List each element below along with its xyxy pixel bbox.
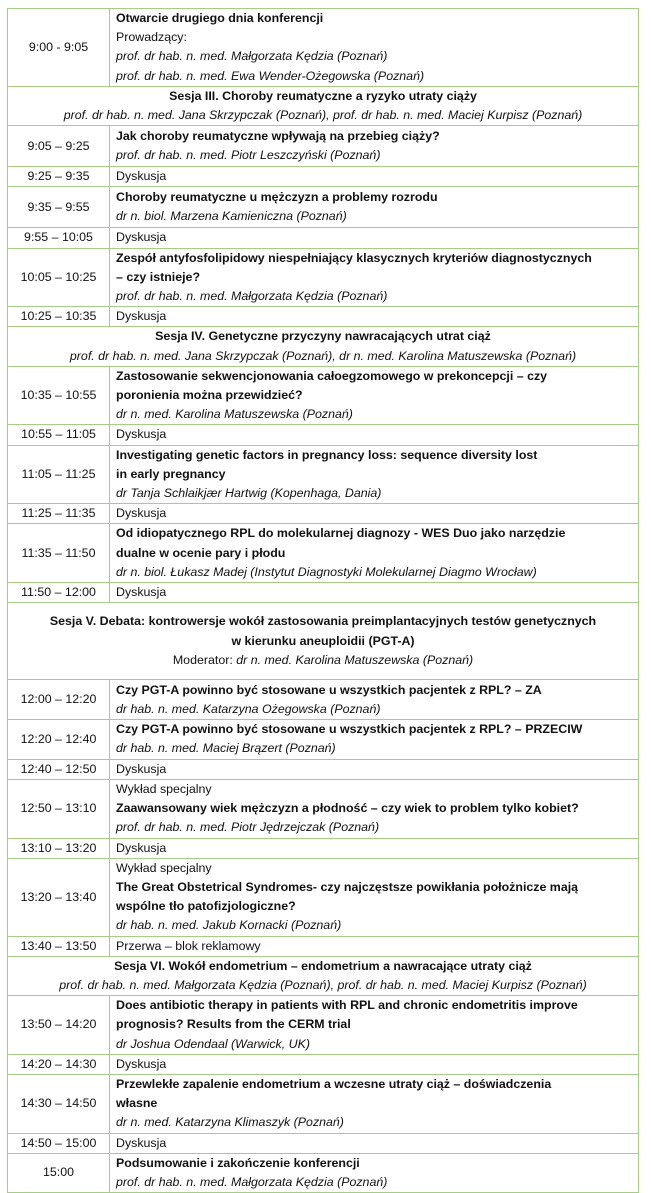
program-row bbox=[8, 445, 639, 504]
content-cell bbox=[110, 779, 639, 838]
content-cell bbox=[110, 1133, 639, 1153]
plain-text: Dyskusja bbox=[116, 427, 167, 442]
talk-title: Podsumowanie i zakończenie konferencji bbox=[116, 1155, 360, 1170]
speaker: dr Tanja Schlaikjær Hartwig (Kopenhaga, Dania) bbox=[116, 486, 382, 501]
program-row bbox=[8, 524, 639, 583]
talk-title: Czy PGT-A powinno być stosowane u wszystkich pacjentek z RPL? – PRZECIW bbox=[116, 722, 583, 737]
content-cell bbox=[110, 858, 639, 936]
plain-text: Przerwa – blok reklamowy bbox=[116, 938, 261, 953]
time-cell: 12:40 – 12:50 bbox=[8, 759, 110, 779]
time-cell: 13:40 – 13:50 bbox=[8, 936, 110, 956]
talk-title: Investigating genetic factors in pregnancy loss: sequence diversity lost bbox=[116, 447, 538, 462]
content-cell bbox=[110, 680, 639, 720]
talk-title: Choroby reumatyczne u mężczyzn a problemy rozrodu bbox=[116, 190, 438, 205]
time-cell: 11:25 – 11:35 bbox=[8, 504, 110, 524]
plain-text: Dyskusja bbox=[116, 309, 167, 324]
talk-title: The Great Obstetrical Syndromes- czy najczęstsze powikłania położnicze mają bbox=[116, 879, 579, 894]
talk-title: prognosis? Results from the CERM trial bbox=[116, 1017, 351, 1032]
time-cell: 9:00 - 9:05 bbox=[8, 9, 110, 87]
time-cell: 9:55 – 10:05 bbox=[8, 228, 110, 248]
speaker: prof. dr hab. n. med. Małgorzata Kędzia (Poznań) bbox=[116, 49, 388, 64]
time-cell: 14:30 – 14:50 bbox=[8, 1074, 110, 1133]
time-cell: 9:25 – 9:35 bbox=[8, 167, 110, 187]
session-title: Sesja IV. Genetyczne przyczyny nawracających utrat ciąż bbox=[155, 329, 491, 344]
session-chairs: prof. dr hab. n. med. Małgorzata Kędzia (Poznań), prof. dr hab. n. med. Maciej Kurpisz (Poznań) bbox=[59, 977, 587, 992]
program-row bbox=[8, 9, 639, 87]
content-cell bbox=[110, 504, 639, 524]
program-row bbox=[8, 248, 639, 307]
program-row bbox=[8, 425, 639, 445]
time-cell: 15:00 bbox=[8, 1153, 110, 1192]
plain-text: Dyskusja bbox=[116, 585, 167, 600]
program-row bbox=[8, 996, 639, 1055]
content-cell bbox=[110, 126, 639, 167]
program-row bbox=[8, 680, 639, 720]
plain-text: Wykład specjalny bbox=[116, 860, 212, 875]
program-body bbox=[8, 9, 639, 1193]
talk-title: dualne w ocenie pary i płodu bbox=[116, 545, 286, 560]
content-cell bbox=[110, 1074, 639, 1133]
content-cell bbox=[110, 228, 639, 248]
speaker: dr n. med. Katarzyna Klimaszyk (Poznań) bbox=[116, 1115, 344, 1130]
talk-title: Zaawansowany wiek mężczyzn a płodność – czy wiek to problem tylko kobiet? bbox=[116, 801, 579, 816]
talk-title: Od idiopatycznego RPL do molekularnej diagnozy - WES Duo jako narzędzie bbox=[116, 526, 566, 541]
plain-text: Dyskusja bbox=[116, 840, 167, 855]
speaker: dr hab. n. med. Maciej Brązert (Poznań) bbox=[116, 741, 336, 756]
program-row bbox=[8, 1054, 639, 1074]
program-row bbox=[8, 228, 639, 248]
time-cell: 13:20 – 13:40 bbox=[8, 858, 110, 936]
plain-text: Prowadzący: bbox=[116, 30, 187, 45]
conference-program-table bbox=[7, 8, 639, 1193]
talk-title: poronienia można przewidzieć? bbox=[116, 388, 303, 403]
moderator-name: dr n. med. Karolina Matuszewska (Poznań) bbox=[236, 652, 474, 667]
content-cell bbox=[110, 936, 639, 956]
speaker: dr hab. n. med. Jakub Kornacki (Poznań) bbox=[116, 918, 342, 933]
session-header-row bbox=[8, 956, 639, 995]
time-cell: 10:05 – 10:25 bbox=[8, 248, 110, 307]
session-header-row bbox=[8, 603, 639, 680]
program-row bbox=[8, 720, 639, 759]
program-row bbox=[8, 1074, 639, 1133]
plain-text: Wykład specjalny bbox=[116, 781, 212, 796]
content-cell bbox=[110, 1153, 639, 1192]
speaker: prof. dr hab. n. med. Piotr Leszczyński (Poznań) bbox=[116, 148, 381, 163]
session-title: Sesja VI. Wokół endometrium – endometrium a nawracające utraty ciąż bbox=[114, 958, 532, 973]
content-cell bbox=[110, 167, 639, 187]
program-row bbox=[8, 504, 639, 524]
talk-title: Does antibiotic therapy in patients with RPL and chronic endometritis improve bbox=[116, 998, 578, 1013]
time-cell: 12:20 – 12:40 bbox=[8, 720, 110, 759]
program-row bbox=[8, 759, 639, 779]
session-cell bbox=[8, 956, 639, 995]
plain-text: Dyskusja bbox=[116, 230, 167, 245]
program-row bbox=[8, 1133, 639, 1153]
program-row bbox=[8, 858, 639, 936]
talk-title: Zespół antyfosfolipidowy niespełniający klasycznych kryteriów diagnostycznych bbox=[116, 250, 592, 265]
content-cell bbox=[110, 524, 639, 583]
moderator-line bbox=[14, 651, 632, 670]
time-cell: 10:35 – 10:55 bbox=[8, 366, 110, 425]
speaker: dr n. biol. Marzena Kamieniczna (Poznań) bbox=[116, 209, 347, 224]
session-title: w kierunku aneuploidii (PGT-A) bbox=[231, 633, 415, 648]
speaker: prof. dr hab. n. med. Ewa Wender-Ożegowska (Poznań) bbox=[116, 68, 425, 83]
talk-title: Zastosowanie sekwencjonowania całoegzomowego w prekoncepcji – czy bbox=[116, 368, 548, 383]
session-chairs: prof. dr hab. n. med. Jana Skrzypczak (Poznań), prof. dr hab. n. med. Maciej Kurpisz (Poznań) bbox=[63, 108, 583, 123]
time-cell: 14:20 – 14:30 bbox=[8, 1054, 110, 1074]
time-cell: 11:05 – 11:25 bbox=[8, 445, 110, 504]
plain-text: Dyskusja bbox=[116, 1135, 167, 1150]
program-row bbox=[8, 779, 639, 838]
time-cell: 11:35 – 11:50 bbox=[8, 524, 110, 583]
speaker: prof. dr hab. n. med. Małgorzata Kędzia (Poznań) bbox=[116, 1174, 388, 1189]
speaker: prof. dr hab. n. med. Małgorzata Kędzia (Poznań) bbox=[116, 289, 388, 304]
time-cell: 12:50 – 13:10 bbox=[8, 779, 110, 838]
talk-title: in early pregnancy bbox=[116, 466, 226, 481]
talk-title: – czy istnieje? bbox=[116, 269, 201, 284]
speaker: dr n. biol. Łukasz Madej (Instytut Diagnostyki Molekularnej Diagmo Wrocław) bbox=[116, 564, 537, 579]
time-cell: 13:50 – 14:20 bbox=[8, 996, 110, 1055]
talk-title: własne bbox=[116, 1096, 158, 1111]
time-cell: 14:50 – 15:00 bbox=[8, 1133, 110, 1153]
speaker: dr hab. n. med. Katarzyna Ożegowska (Poznań) bbox=[116, 701, 381, 716]
session-chairs: prof. dr hab. n. med. Jana Skrzypczak (Poznań), dr n. med. Karolina Matuszewska (Poznań) bbox=[69, 348, 577, 363]
speaker: dr n. med. Karolina Matuszewska (Poznań) bbox=[116, 407, 353, 422]
program-row bbox=[8, 936, 639, 956]
program-row bbox=[8, 187, 639, 228]
session-title: Sesja III. Choroby reumatyczne a ryzyko utraty ciąży bbox=[169, 88, 477, 103]
content-cell bbox=[110, 583, 639, 603]
program-row bbox=[8, 366, 639, 425]
talk-title: Otwarcie drugiego dnia konferencji bbox=[116, 11, 324, 25]
content-cell bbox=[110, 445, 639, 504]
session-title: Sesja V. Debata: kontrowersje wokół zastosowania preimplantacyjnych testów genetycznych bbox=[49, 614, 597, 629]
content-cell bbox=[110, 720, 639, 759]
time-cell: 11:50 – 12:00 bbox=[8, 583, 110, 603]
speaker: prof. dr hab. n. med. Piotr Jędrzejczak (Poznań) bbox=[116, 820, 380, 835]
program-row bbox=[8, 583, 639, 603]
program-row bbox=[8, 838, 639, 858]
session-cell bbox=[8, 603, 639, 680]
time-cell: 10:25 – 10:35 bbox=[8, 307, 110, 327]
content-cell bbox=[110, 838, 639, 858]
moderator-label: Moderator: bbox=[172, 652, 233, 667]
plain-text: Dyskusja bbox=[116, 1056, 167, 1071]
program-row bbox=[8, 126, 639, 167]
talk-title: Czy PGT-A powinno być stosowane u wszystkich pacjentek z RPL? – ZA bbox=[116, 682, 542, 697]
content-cell bbox=[110, 187, 639, 228]
talk-title: wspólne tło patofizjologiczne? bbox=[116, 899, 296, 914]
content-cell bbox=[110, 1054, 639, 1074]
session-header-row bbox=[8, 327, 639, 366]
content-cell bbox=[110, 248, 639, 307]
time-cell: 13:10 – 13:20 bbox=[8, 838, 110, 858]
time-cell: 10:55 – 11:05 bbox=[8, 425, 110, 445]
content-cell bbox=[110, 425, 639, 445]
program-row bbox=[8, 1153, 639, 1192]
plain-text: Dyskusja bbox=[116, 169, 167, 184]
time-cell: 12:00 – 12:20 bbox=[8, 680, 110, 720]
session-cell bbox=[8, 86, 639, 125]
session-header-row bbox=[8, 86, 639, 125]
content-cell bbox=[110, 996, 639, 1055]
talk-title: Jak choroby reumatyczne wpływają na przebieg ciąży? bbox=[116, 129, 440, 144]
content-cell bbox=[110, 307, 639, 327]
program-row bbox=[8, 307, 639, 327]
time-cell: 9:05 – 9:25 bbox=[8, 126, 110, 167]
plain-text: Dyskusja bbox=[116, 761, 167, 776]
content-cell bbox=[110, 9, 639, 87]
talk-title: Przewlekłe zapalenie endometrium a wczesne utraty ciąż – doświadczenia bbox=[116, 1076, 552, 1091]
time-cell: 9:35 – 9:55 bbox=[8, 187, 110, 228]
session-cell bbox=[8, 327, 639, 366]
content-cell bbox=[110, 366, 639, 425]
plain-text: Dyskusja bbox=[116, 506, 167, 521]
content-cell bbox=[110, 759, 639, 779]
speaker: dr Joshua Odendaal (Warwick, UK) bbox=[116, 1036, 310, 1051]
program-row bbox=[8, 167, 639, 187]
